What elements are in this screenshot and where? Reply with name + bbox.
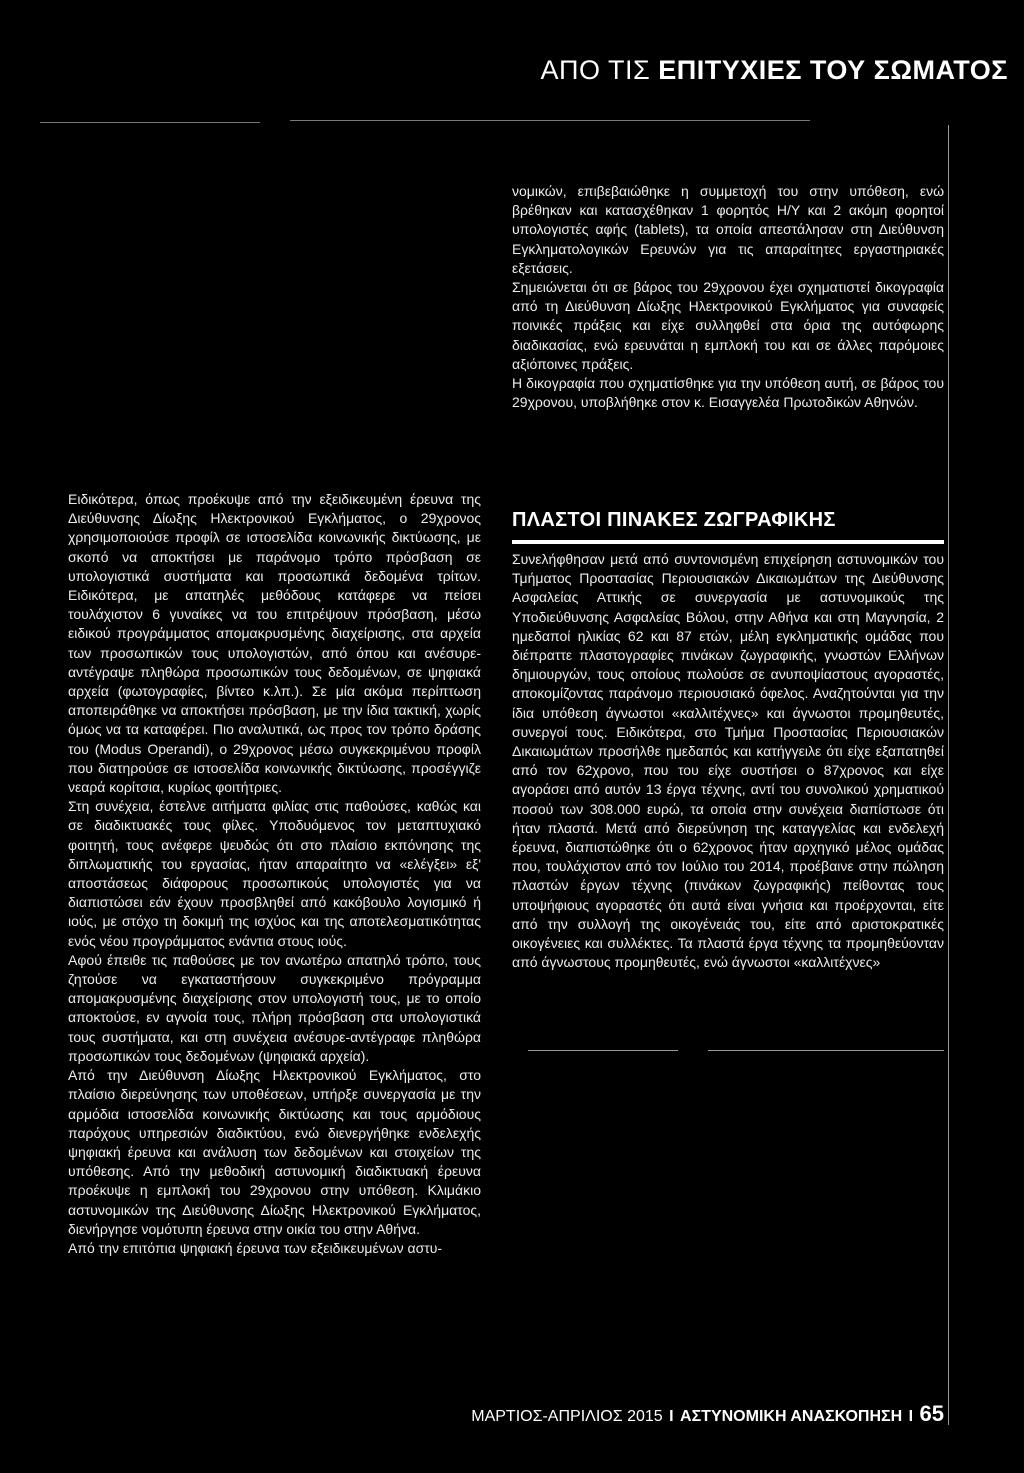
right-column-text <box>512 550 944 972</box>
closing-rule-right <box>708 1050 944 1051</box>
header-prefix: ΑΠΟ ΤΙΣ <box>540 55 659 85</box>
section-title-underline <box>512 540 944 544</box>
paragraph: Στη συνέχεια, έστελνε αιτήματα φιλίας στις παθούσες, καθώς και σε διαδικτυακές τους φίλες. Υποδυόμενος τον μεταπτυχιακό φοιτητή, τους ανέφερε ψευδώς ότι στο πλαίσιο εκπόνησης της διπλωματικής του εργασίας, ήταν απαραίτητο να «ελέγξει» εξ' αποστάσεως διάφορους προσωπικούς υπολογιστές για να διαπιστώσει εάν έχουν προσβληθεί από κακόβουλο λογισμικό ή ιούς, με στόχο τη δοκιμή της ισχύος και της αποτελεσματικότητας ενός νέου προγράμματος ενάντια στους ιούς. <box>68 798 481 949</box>
paragraph: Αφού έπειθε τις παθούσες με τον ανωτέρω απατηλό τρόπο, τους ζητούσε να εγκαταστήσουν συγκεκριμένο πρόγραμμα απομακρυσμένης διαχείρισης στον υπολογιστή τους, με το οποίο αποκτούσε, εν αγνοία τους, πλήρη πρόσβαση στα υπολογιστικά τους συστήματα, και στη συνέχεια ανέσυρε-αντέγραφε πληθώρα προσωπικών τους δεδομένων (ψηφιακά αρχεία). <box>68 951 481 1064</box>
top-right-text <box>512 182 944 412</box>
paragraph: Ειδικότερα, όπως προέκυψε από την εξειδικευμένη έρευνα της Διεύθυνσης Δίωξης Ηλεκτρονικού Εγκλήματος, ο 29χρονος χρησιμοποιούσε προφίλ σε ιστοσελίδα κοινωνικής δικτύωσης, με σκοπό να αποκτήσει με παράνομο τρόπο πρόσβαση σε υπολογιστικά συστήματα και προσωπικά δεδομένα τρίτων. Ειδικότερα, με απατηλές μεθόδους κατάφερε να πείσει τουλάχιστον 6 γυναίκες να του επιτρέψουν πρόσβαση, μέσω ειδικού προγράμματος απομακρυσμένης διαχείρισης, στα αρχεία των προσωπικών τους υπολογιστών, από όπου και ανέσυρε-αντέγραψε πληθώρα προσωπικών τους δεδομένων, σε ψηφιακά αρχεία (φωτογραφίες, βίντεο κ.λπ.). Σε μία ακόμα περίπτωση αποπειράθηκε να αποκτήσει πρόσβαση, με την ίδια τακτική, χωρίς όμως να τα καταφέρει. Πιο αναλυτικά, ως προς τον τρόπο δράσης του (Modus Operandi), ο 29χρονος μέσω συγκεκριμένου προφίλ που διατηρούσε σε ιστοσελίδα κοινωνικής δικτύωσης, προσέγγιζε νεαρά κορίτσια, κυρίως φοιτήτριες. <box>68 491 481 796</box>
paragraph: Η δικογραφία που σχηματίσθηκε για την υπόθεση αυτή, σε βάρος του 29χρονου, υποβλήθηκε στον κ. Εισαγγελέα Πρωτοδικών Αθηνών. <box>512 375 944 411</box>
paragraph: Από την Διεύθυνση Δίωξης Ηλεκτρονικού Εγκλήματος, στο πλαίσιο διερεύνησης των υποθέσεων, υπήρξε συνεργασία με την αρμόδια ιστοσελίδα κοινωνικής δικτύωσης και τους αρμόδιους παρόχους υπηρεσιών διαδικτύου, ενώ διενεργήθηκε ενδελεχής ψηφιακή έρευνα και ανάλυση των δεδομένων και στοιχείων της υπόθεσης. Από την μεθοδική αστυνομική διαδικτυακή έρευνα προέκυψε η εμπλοκή του 29χρονου στην υπόθεση. Κλιμάκιο αστυνομικών της Διεύθυνσης Δίωξης Ηλεκτρονικού Εγκλήματος, διενήργησε νομότυπη έρευνα στην οικία του στην Αθήνα. <box>68 1067 481 1237</box>
footer-issue: ΜΑΡΤΙΟΣ-ΑΠΡΙΛΙΟΣ 2015 <box>471 1408 663 1425</box>
paragraph: Συνελήφθησαν μετά από συντονισμένη επιχείρηση αστυνομικών του Τμήματος Προστασίας Περιουσιακών Δικαιωμάτων της Διεύθυνσης Ασφαλείας Αττικής σε συνεργασία με αστυνομικούς της Υποδιεύθυνσης Ασφαλείας Βόλου, στην Αθήνα και στη Μαγνησία, 2 ημεδαποί ηλικίας 62 και 87 ετών, μέλη εγκληματικής ομάδας που διέπραττε πλαστογραφίες πινάκων ζωγραφικής, γνωστών Ελλήνων δημιουργών, τους οποίους πωλούσε σε ανυποψίαστους αγοραστές, αποκομίζοντας παράνομο περιουσιακό όφελος. Αναζητούνται για την ίδια υπόθεση άγνωστοι «καλλιτέχνες» και άγνωστοι προμηθευτές, συνεργοί τους. Ειδικότερα, στο Τμήμα Προστασίας Περιουσιακών Δικαιωμάτων προσήλθε ημεδαπός και κατήγγειλε ότι είχε εξαπατηθεί από τον 62χρονο, που του είχε συστήσει ο 87χρονος και είχε αγοράσει από αυτόν 13 έργα τέχνης, αντί του συνολικού χρηματικού ποσού των 308.000 ευρώ, τα οποία στην συνέχεια διαπίστωσε ότι ήταν πλαστά. Μετά από διερεύνηση της καταγγελίας και ενδελεχή έρευνα, διαπιστώθηκε ότι ο 62χρονος ήταν αρχηγικό μέλος ομάδας που, τουλάχιστον από τον Ιούλιο του 2014, προέβαινε στην πώληση πλαστών έργων τέχνης (πινάκων ζωγραφικής) πείθοντας τους υποψήφιους αγοραστές ότι αυτά είναι γνήσια και προέρχονται, είτε από την συλλογή της οικογένειάς του, είτε από αριστοκρατικές οικογένειες και συλλέκτες. Τα πλαστά έργα τέχνης τα προμηθεύονταν από άγνωστους προμηθευτές, ενώ άγνωστοι «καλλιτέχνες» <box>512 551 944 971</box>
footer-magazine: ΑΣΤΥΝΟΜΙΚΗ ΑΝΑΣΚΟΠΗΣΗ <box>680 1408 903 1425</box>
closing-rule-left <box>528 1050 678 1051</box>
paragraph: Σημειώνεται ότι σε βάρος του 29χρονου έχει σχηματιστεί δικογραφία από τη Διεύθυνση Δίωξης Ηλεκτρονικού Εγκλήματος για συναφείς ποινικές πράξεις και είχε συλληφθεί στα όρια της αυτόφωρης διαδικασίας, ενώ ερευνάται η εμπλοκή του και σε άλλες παρόμοιες αξιόποινες πράξεις. <box>512 279 944 372</box>
footer-separator: I <box>669 1408 674 1425</box>
page-footer <box>0 1401 944 1427</box>
paragraph: νομικών, επιβεβαιώθηκε η συμμετοχή του στην υπόθεση, ενώ βρέθηκαν και κατασχέθηκαν 1 φορητός Η/Υ και 2 ακόμη φορητοί υπολογιστές αφής (tablets), τα οποία απεστάλησαν στη Διεύθυνση Εγκληματολογικών Ερευνών για τις απαραίτητες εργαστηριακές εξετάσεις. <box>512 183 944 276</box>
page-number: 65 <box>919 1401 944 1426</box>
left-column-text <box>68 490 481 1258</box>
page-header <box>0 55 1008 86</box>
section-title: ΠΛΑΣΤΟΙ ΠΙΝΑΚΕΣ ΖΩΓΡΑΦΙΚΗΣ <box>512 509 836 531</box>
column-divider-right <box>948 125 949 1425</box>
footer-separator: I <box>908 1408 914 1425</box>
header-rule-right <box>290 120 810 121</box>
header-title: ΕΠΙΤΥΧΙΕΣ ΤΟΥ ΣΩΜΑΤΟΣ <box>658 55 1008 85</box>
paragraph: Από την επιτόπια ψηφιακή έρευνα των εξειδικευμένων αστυ- <box>68 1239 443 1256</box>
header-rule-left <box>40 122 260 123</box>
